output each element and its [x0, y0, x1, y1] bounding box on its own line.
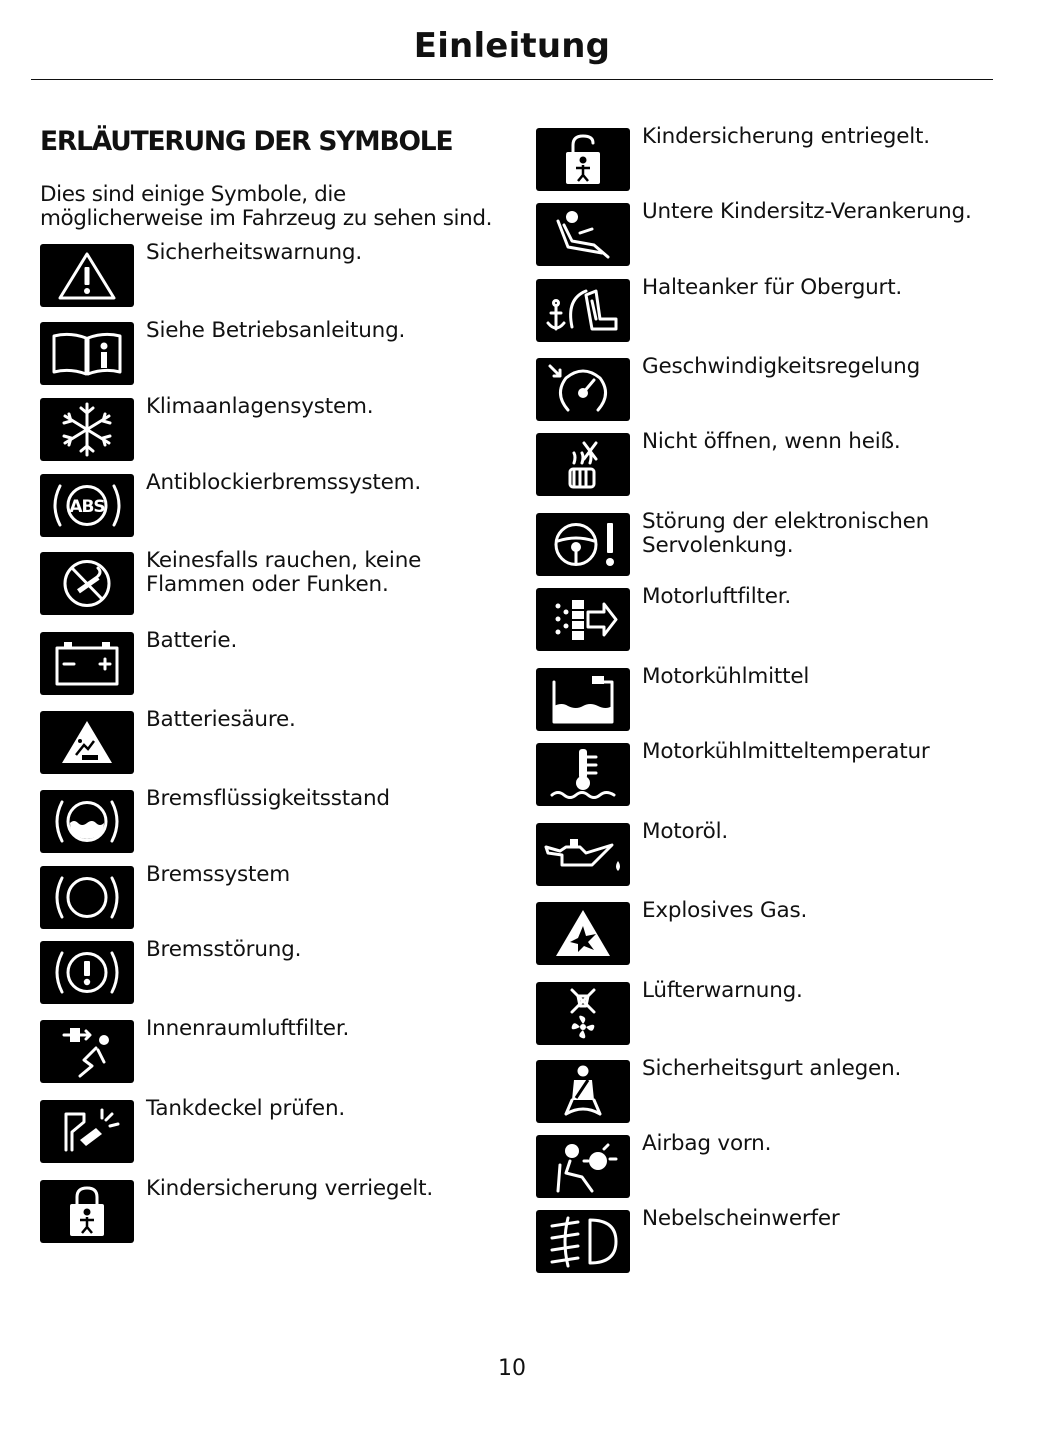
speed-control-icon	[536, 358, 630, 421]
symbol-label: Bremsflüssigkeitsstand	[146, 786, 390, 811]
symbol-label: Halteanker für Obergurt.	[642, 275, 903, 300]
symbol-label: Keinesfalls rauchen, keine Flammen oder Funken.	[146, 548, 422, 597]
battery-acid-icon	[40, 711, 134, 774]
symbol-label: Nebelscheinwerfer	[642, 1206, 840, 1231]
symbol-label: Lüfterwarnung.	[642, 978, 803, 1003]
seatbelt-icon	[536, 1060, 630, 1123]
engine-coolant-icon	[536, 668, 630, 731]
do-not-open-hot-icon	[536, 433, 630, 496]
symbol-label: Bremssystem	[146, 862, 291, 887]
engine-oil-icon	[536, 823, 630, 886]
symbol-label: Sicherheitswarnung.	[146, 240, 362, 265]
symbol-label: Tankdeckel prüfen.	[146, 1096, 346, 1121]
fuel-cap-icon	[40, 1100, 134, 1163]
symbol-label: Untere Kindersitz-Verankerung.	[642, 199, 972, 224]
symbol-label: Motorkühlmittel	[642, 664, 810, 689]
symbol-label: Batteriesäure.	[146, 707, 296, 732]
battery-icon	[40, 632, 134, 695]
symbol-label: Klimaanlagensystem.	[146, 394, 374, 419]
symbol-label: Störung der elektronischen Servolenkung.	[642, 509, 930, 558]
svg-text:ABS: ABS	[69, 497, 105, 517]
page-header-title: Einleitung	[413, 26, 611, 66]
explosive-gas-icon	[536, 902, 630, 965]
symbol-label: Nicht öffnen, wenn heiß.	[642, 429, 901, 454]
header-divider	[31, 79, 993, 80]
snowflake-icon	[40, 398, 134, 461]
symbol-label: Motorluftfilter.	[642, 584, 792, 609]
front-airbag-icon	[536, 1135, 630, 1198]
symbol-label: Explosives Gas.	[642, 898, 808, 923]
symbol-label: Motorkühlmitteltemperatur	[642, 739, 930, 764]
fog-lamp-icon	[536, 1210, 630, 1273]
warning-triangle-icon	[40, 244, 134, 307]
symbol-label: Batterie.	[146, 628, 238, 653]
fan-warning-icon	[536, 982, 630, 1045]
symbol-label: Geschwindigkeitsregelung	[642, 354, 921, 379]
brake-fault-icon	[40, 941, 134, 1004]
section-heading: ERLÄUTERUNG DER SYMBOLE	[40, 126, 453, 157]
manual-book-icon	[40, 322, 134, 385]
brake-system-icon	[40, 866, 134, 929]
symbol-label: Bremsstörung.	[146, 937, 302, 962]
engine-air-filter-icon	[536, 588, 630, 651]
child-seat-anchor-icon	[536, 203, 630, 266]
symbol-label: Innenraumluftfilter.	[146, 1016, 350, 1041]
symbol-label: Antiblockierbremssystem.	[146, 470, 421, 495]
abs-icon	[40, 474, 134, 537]
child-lock-locked-icon	[40, 1180, 134, 1243]
symbol-label: Motoröl.	[642, 819, 729, 844]
section-intro: Dies sind einige Symbole, die möglicherweise im Fahrzeug zu sehen sind.	[40, 182, 493, 231]
tether-anchor-icon	[536, 279, 630, 342]
symbol-label: Kindersicherung verriegelt.	[146, 1176, 434, 1201]
power-steering-fault-icon	[536, 513, 630, 576]
child-lock-unlocked-icon	[536, 128, 630, 191]
no-smoking-icon	[40, 552, 134, 615]
symbol-label: Siehe Betriebsanleitung.	[146, 318, 406, 343]
symbol-label: Airbag vorn.	[642, 1131, 772, 1156]
symbol-label: Sicherheitsgurt anlegen.	[642, 1056, 902, 1081]
page-number: 10	[498, 1356, 526, 1381]
symbol-label: Kindersicherung entriegelt.	[642, 124, 930, 149]
brake-fluid-icon	[40, 790, 134, 853]
coolant-temperature-icon	[536, 743, 630, 806]
cabin-air-filter-icon	[40, 1020, 134, 1083]
